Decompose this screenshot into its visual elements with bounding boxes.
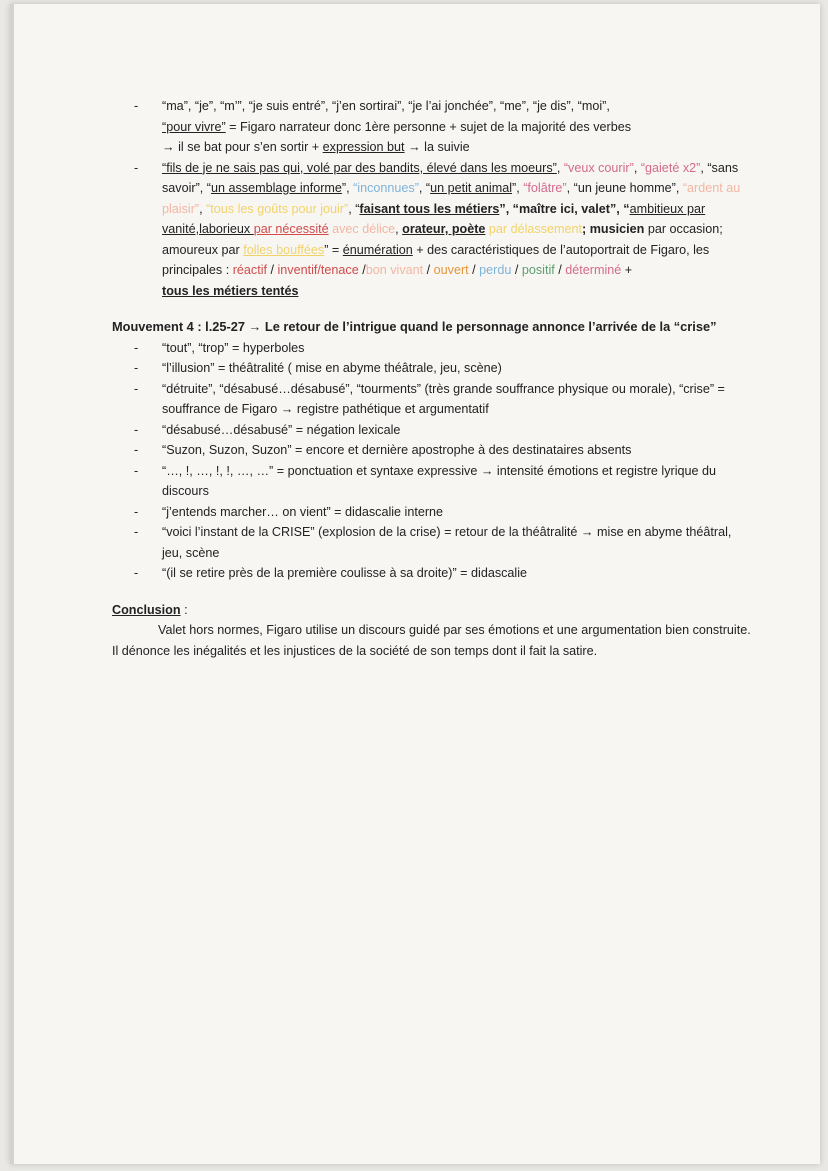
list-item: - “(il se retire près de la première coulisse à sa droite)” = didascalie (112, 563, 752, 584)
list-item: - “ma”, “je”, “m’”, “je suis entré”, “j’en sortirai”, “je l’ai jonchée”, “me”, “je dis”, “moi”, “pour vivre” = Figaro narrateur donc 1ère personne + sujet de la majorité des verbes → il se bat pour s’en sortir + expression but → la suivie (112, 96, 752, 158)
movement-4-list (112, 338, 752, 584)
conclusion-heading: Conclusion : (112, 602, 188, 617)
movement-4-heading: Mouvement 4 : l.25-27 → Le retour de l’intrigue quand le personnage annonce l’arrivée de la “crise” (112, 319, 717, 334)
list-item: - “voici l’instant de la CRISE” (explosion de la crise) = retour de la théâtralité → mise en abyme théâtral, jeu, scène (112, 522, 752, 563)
document-page (10, 4, 820, 1164)
analysis-list (112, 96, 752, 301)
list-item: - “…, !, …, !, !, …, …” = ponctuation et syntaxe expressive → intensité émotions et registre lyrique du discours (112, 461, 752, 502)
document-content (112, 96, 752, 661)
list-item: - “désabusé…désabusé” = négation lexicale (112, 420, 752, 441)
list-item: - “j’entends marcher… on vient” = didascalie interne (112, 502, 752, 523)
list-item: - “détruite”, “désabusé…désabusé”, “tourments” (très grande souffrance physique ou morale), “crise” = souffrance de Figaro → registre pathétique et argumentatif (112, 379, 752, 420)
list-item: - “Suzon, Suzon, Suzon” = encore et dernière apostrophe à des destinataires absents (112, 440, 752, 461)
list-item: - “fils de je ne sais pas qui, volé par des bandits, élevé dans les moeurs”, “veux courir”, “gaieté x2”, “sans savoir”, “un assemblage informe”, “inconnues”, “un petit animal”, “folâtre”, “un jeune homme”, “ardent au plaisir”, “tous les goûts pour jouir”, “faisant tous les métiers”, “maître ici, valet”, “ambitieux par vanité,laborieux par nécessité avec délice, orateur, poète par délassement; musicien par occasion; amoureux par folles bouffées” = énumération + des caractéristiques de l’autoportrait de Figaro, les principales : réactif / inventif/tenace /bon vivant / ouvert / perdu / positif / déterminé + tous les métiers tentés (112, 158, 752, 302)
conclusion-text: Valet hors normes, Figaro utilise un discours guidé par ses émotions et une argumentation bien construite. Il dénonce les inégalités et les injustices de la société de son temps dont il fait la satire. (112, 623, 751, 658)
list-item: - “tout”, “trop” = hyperboles (112, 338, 752, 359)
list-item: - “l’illusion” = théâtralité ( mise en abyme théâtrale, jeu, scène) (112, 358, 752, 379)
